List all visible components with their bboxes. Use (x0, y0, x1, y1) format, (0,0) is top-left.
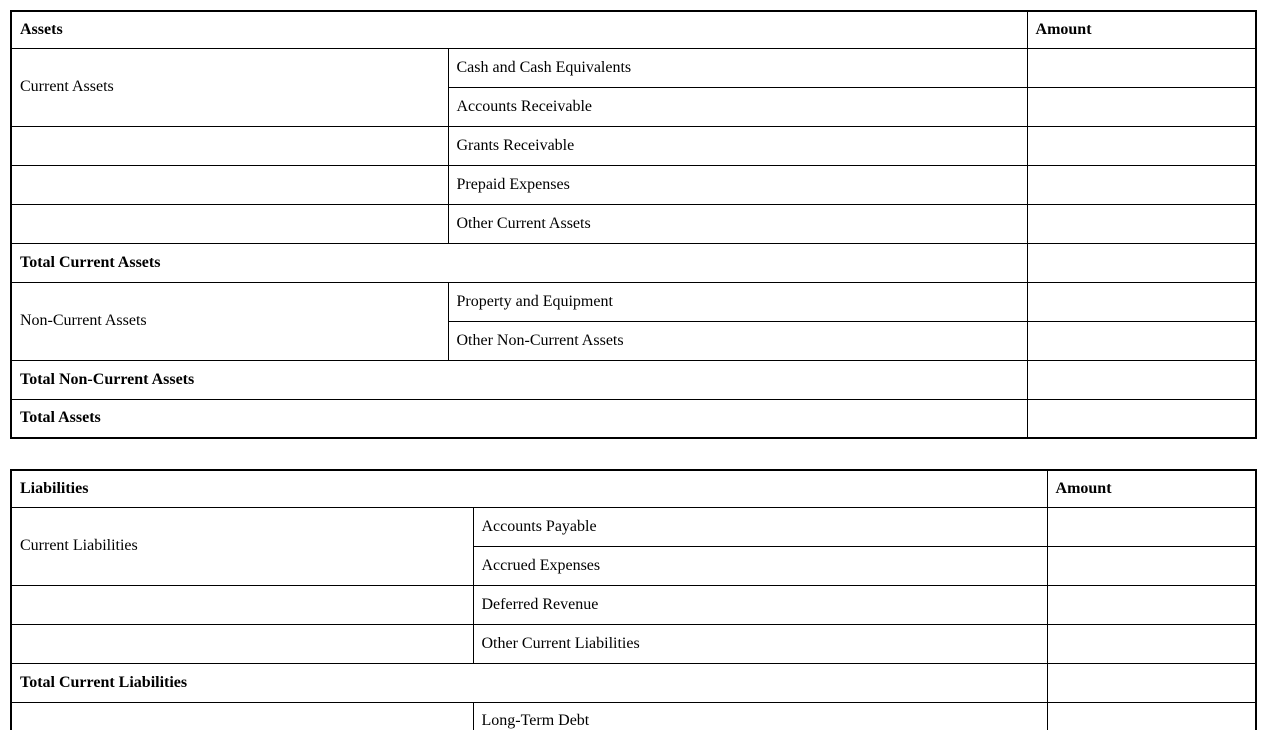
line-item-cell-prepaid-expenses: Prepaid Expenses (448, 165, 1027, 204)
amount-cell-total-current-assets[interactable] (1027, 243, 1256, 282)
total-row (11, 360, 1256, 399)
empty-label-cell (11, 702, 473, 730)
line-item-cell-accounts-payable: Accounts Payable (473, 507, 1047, 546)
line-item-cell-property-equipment: Property and Equipment (448, 282, 1027, 321)
table-row (11, 702, 1256, 730)
table-row (11, 126, 1256, 165)
amount-cell-other-noncurrent-assets[interactable] (1027, 321, 1256, 360)
total-noncurrent-assets-cell: Total Non-Current Assets (11, 360, 1027, 399)
empty-label-cell (11, 126, 448, 165)
assets-title-cell: Assets (11, 11, 1027, 48)
amount-cell-grants-receivable[interactable] (1027, 126, 1256, 165)
amount-cell-deferred-revenue[interactable] (1047, 585, 1256, 624)
empty-label-cell (11, 624, 473, 663)
line-item-cell-cash: Cash and Cash Equivalents (448, 48, 1027, 87)
empty-label-cell (11, 204, 448, 243)
total-assets-cell: Total Assets (11, 399, 1027, 438)
total-current-assets-cell: Total Current Assets (11, 243, 1027, 282)
assets-table (10, 10, 1257, 439)
assets-header-row (11, 11, 1256, 48)
amount-cell-total-current-liabilities[interactable] (1047, 663, 1256, 702)
amount-cell-total-assets[interactable] (1027, 399, 1256, 438)
liabilities-amount-header-cell: Amount (1047, 470, 1256, 507)
amount-cell-long-term-debt[interactable] (1047, 702, 1256, 730)
current-liabilities-group-cell: Current Liabilities (11, 507, 473, 585)
line-item-cell-other-current-assets: Other Current Assets (448, 204, 1027, 243)
total-current-liabilities-cell: Total Current Liabilities (11, 663, 1047, 702)
empty-label-cell (11, 585, 473, 624)
table-row (11, 48, 1256, 87)
total-row (11, 663, 1256, 702)
assets-amount-header-cell: Amount (1027, 11, 1256, 48)
line-item-cell-deferred-revenue: Deferred Revenue (473, 585, 1047, 624)
amount-cell-accounts-receivable[interactable] (1027, 87, 1256, 126)
liabilities-title-cell: Liabilities (11, 470, 1047, 507)
amount-cell-other-current-liabilities[interactable] (1047, 624, 1256, 663)
liabilities-table (10, 469, 1257, 730)
total-row (11, 399, 1256, 438)
table-row (11, 507, 1256, 546)
amount-cell-cash[interactable] (1027, 48, 1256, 87)
current-assets-group-cell: Current Assets (11, 48, 448, 126)
table-row (11, 282, 1256, 321)
amount-cell-prepaid-expenses[interactable] (1027, 165, 1256, 204)
line-item-cell-accrued-expenses: Accrued Expenses (473, 546, 1047, 585)
liabilities-header-row (11, 470, 1256, 507)
amount-cell-other-current-assets[interactable] (1027, 204, 1256, 243)
amount-cell-total-noncurrent-assets[interactable] (1027, 360, 1256, 399)
line-item-cell-other-noncurrent-assets: Other Non-Current Assets (448, 321, 1027, 360)
amount-cell-property-equipment[interactable] (1027, 282, 1256, 321)
table-row (11, 204, 1256, 243)
table-row (11, 624, 1256, 663)
noncurrent-assets-group-cell: Non-Current Assets (11, 282, 448, 360)
line-item-cell-accounts-receivable: Accounts Receivable (448, 87, 1027, 126)
amount-cell-accounts-payable[interactable] (1047, 507, 1256, 546)
amount-cell-accrued-expenses[interactable] (1047, 546, 1256, 585)
empty-label-cell (11, 165, 448, 204)
total-row (11, 243, 1256, 282)
line-item-cell-long-term-debt: Long-Term Debt (473, 702, 1047, 730)
line-item-cell-other-current-liabilities: Other Current Liabilities (473, 624, 1047, 663)
table-row (11, 165, 1256, 204)
line-item-cell-grants-receivable: Grants Receivable (448, 126, 1027, 165)
table-row (11, 585, 1256, 624)
